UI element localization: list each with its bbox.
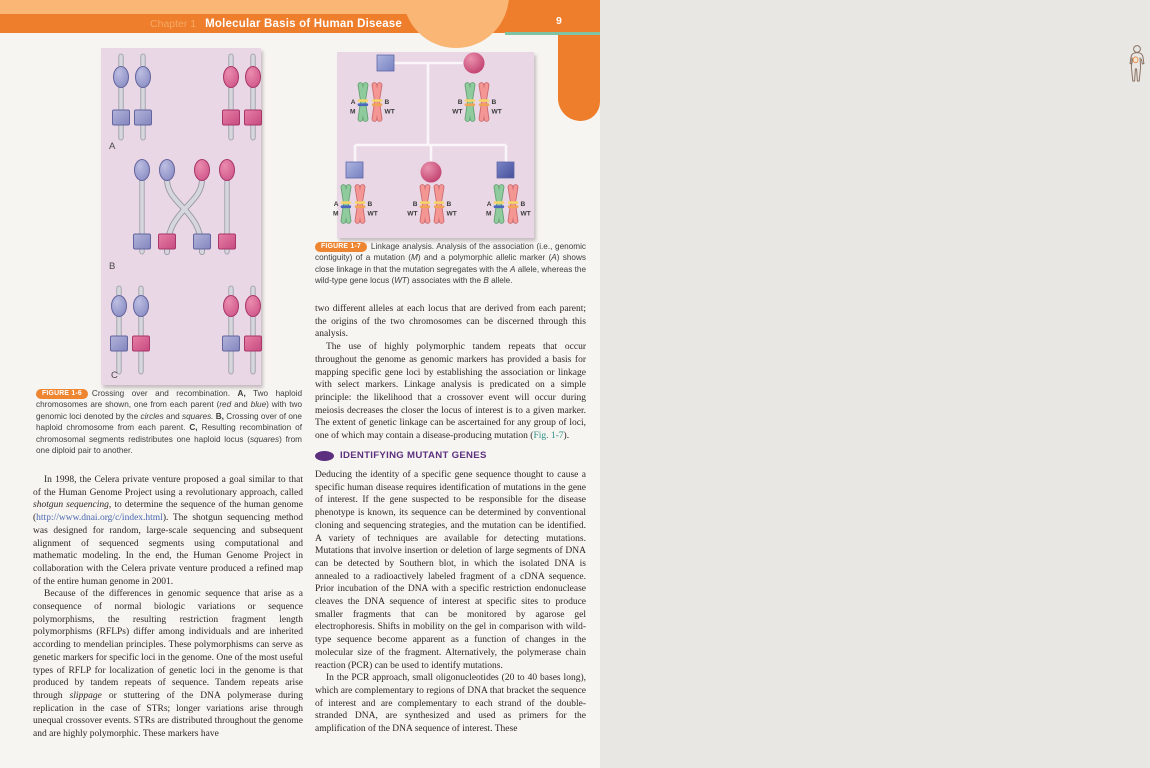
crossing-over-diagram [101, 48, 261, 385]
teal-accent-line [505, 32, 600, 35]
figure-1-6-caption [36, 388, 302, 456]
paragraph [315, 303, 586, 341]
header-decorative-bump [403, 0, 509, 48]
allele-label: WT [452, 108, 463, 116]
recombinant-pairs-C [111, 286, 262, 381]
text-segment: ) and a polymorphic allelic marker ( [417, 253, 552, 263]
text-segment: Deducing the identity of a specific gene sequence thought to cause a specific human disease requires identification of mutations in the gene of interest. If the gene suspected to be responsible for the disease phenotype is known, its sequence can be determined by conventional cloning and sequencing strategies, and the mutation can be identified. A variety of techniques are available for detecting mutations. Mutations that involve insertion or deletion of large segments of DNA can be detected by Southern blot, in which the isolated DNA is annealed to a radioactively labeled fragment of a cDNA sequence. Prior incubation of the DNA with a specific restriction endonuclease cleaves the DNA sequence of interest at specific sites to produce smaller fragments that can be monitored by agarose gel electrophoresis. Shifts in mobility on the gel in comparison with wild-type sequence become apparent as a function of changes in the molecular size of the fragment. Alternatively, the polymerase chain reaction (PCR) can be used to identify mutations. [315, 470, 586, 671]
figure-1-7-caption [315, 241, 586, 287]
chapter-title-bar [0, 14, 402, 33]
text-segment: ). [563, 431, 570, 442]
text-segment: ) associates with the [406, 276, 484, 286]
paragraph [315, 469, 586, 672]
section-heading [315, 450, 487, 461]
text-segment: ) with two genomic loci denoted by the [36, 400, 302, 421]
text-segment: B [483, 276, 489, 286]
text-segment: A, [237, 389, 246, 398]
paragraph [315, 672, 586, 736]
text-segment: ) shows close linkage in that the mutation segregates with the [315, 253, 586, 274]
allele-label: A [350, 99, 356, 106]
figure-1-7-badge: FIGURE 1-7 [315, 242, 367, 253]
allele-label: WT [491, 108, 502, 116]
section-heading-text: IDENTIFYING MUTANT GENES [340, 450, 487, 461]
text-segment: red [219, 400, 232, 410]
text-segment: squares. [182, 411, 214, 421]
text-segment: The use of highly polymorphic tandem repeats that occur throughout the genome as genomic markers has provided a basis for mapping specific gene loci by establishing the association or linkage with select markers. Linkage analysis is predicated on a simple principle: the likelihood that a crossover event will occur during meiosis decreases the closer the locus of interest is to a given marker. The extent of genetic linkage can be ascertained for any group of loci, one of which may contain a disease-producing mutation ( [315, 342, 586, 442]
page-title: Molecular Basis of Human Disease [205, 17, 402, 30]
panel-label-b: B [109, 261, 116, 272]
panel-label-c: C [111, 370, 118, 381]
page-number: 9 [556, 15, 562, 27]
text-segment: Because of the differences in genomic sequence that arise as a consequence of normal biologic variations or sequence polymorphisms, the resulting restriction fragment length polymorphisms (RFLPs) differ among individuals and are inherited according to mendelian principles. These polymorphisms can serve as genetic markers for specific loci in the genome. One of the most useful types of RFLP for localization of genetic loci in the genome is that produced by tandem repeats of sequence. Tandem repeats arise through [33, 589, 303, 701]
child1-genotype [333, 187, 378, 221]
figure-1-6-caption-text [36, 389, 302, 455]
text-segment: Linkage analysis. Analysis of the association (i.e., genomic contiguity) of a mutation ( [315, 242, 586, 263]
allele-label: B [491, 99, 497, 106]
text-segment: circles [140, 411, 164, 421]
paragraph [33, 474, 303, 588]
right-column-text-bottom [315, 469, 586, 736]
text-segment: A [551, 253, 557, 263]
allele-label: WT [384, 108, 395, 116]
section-bullet-oval [315, 451, 334, 461]
text-segment: or stuttering of the DNA polymerase during replication in the case of STRs; longer variations arise through unequal crossover events. STRs are distributed throughout the genome and are highly polymorphic. These markers have [33, 690, 303, 740]
allele-label: B [412, 201, 418, 208]
right-column-text-top [315, 303, 586, 443]
text-segment: In the PCR approach, small oligonucleotides (20 to 40 bases long), which are complementary to regions of DNA that bracket the sequence of interest and are complementary to each strand of the double-stranded DNA, are synthesized and used as primers for the amplification of the DNA sequence of interest. These [315, 673, 586, 735]
text-segment: ) from one diploid pair to another. [36, 434, 302, 456]
text-segment: B, [215, 411, 224, 421]
figure-reference[interactable]: Fig. 1-7 [533, 431, 564, 442]
chapter-side-tab [558, 0, 600, 121]
text-segment: shotgun sequencing, [33, 500, 112, 511]
allele-label: B [384, 99, 390, 106]
child2-genotype [407, 187, 457, 221]
child3-genotype [486, 187, 531, 221]
child1-square [346, 162, 363, 178]
text-segment: ). The shotgun sequencing method was designed for random, large-scale sequencing and subsequent alignment of sequenced segments using computational and mathematic modeling. In the end, the Human Genome Project in collaboration with the Celera private venture produced a refined map of the entire human genome in 2001. [33, 513, 303, 587]
allele-label: A [333, 201, 339, 208]
text-segment: Crossing over of one haploid chromosome from each parent. [36, 411, 302, 433]
paragraph [33, 588, 303, 740]
panel-label-a: A [109, 141, 116, 152]
allele-label: B [457, 99, 463, 106]
figure-1-6-panel [101, 48, 261, 385]
chapter-label: Chapter 1 [150, 17, 197, 30]
allele-label: B [367, 201, 373, 208]
text-segment: squares [249, 434, 280, 444]
text-segment: allele. [488, 276, 513, 286]
allele-label: M [333, 210, 339, 218]
text-segment: WT [394, 276, 407, 286]
text-segment: two different alleles at each locus that are derived from each parent; the origins of the two chromosomes can be discerned through this analysis. [315, 304, 586, 340]
child2-circle [421, 162, 442, 183]
figure-1-6-badge: FIGURE 1-6 [36, 389, 88, 400]
text-segment: C, [189, 423, 198, 433]
allele-label: B [446, 201, 452, 208]
text-segment: allele, whereas the wild-type gene locus ( [315, 264, 586, 286]
figure-1-7-panel [333, 52, 534, 238]
text-segment: In 1998, the Celera private venture proposed a goal similar to that of the Human Genome Project using a revolutionary approach, called [33, 475, 303, 498]
allele-label: WT [520, 210, 531, 218]
allele-label: B [520, 201, 526, 208]
text-segment: Resulting recombination of chromosomal segments redistributes one haploid locus ( [36, 423, 302, 444]
text-segment: A [509, 264, 516, 274]
child3-square [497, 162, 514, 178]
text-segment: to determine the sequence of the human genome ( [33, 500, 303, 524]
text-segment: Two haploid chromosomes are shown, one from each parent ( [36, 389, 302, 410]
father-square [377, 55, 394, 71]
allele-label: WT [446, 210, 457, 218]
allele-label: M [486, 210, 492, 218]
paragraph [315, 341, 586, 443]
text-segment: blue [250, 400, 267, 410]
father-genotype [350, 85, 395, 119]
linkage-pedigree-diagram [333, 52, 534, 238]
text-segment: slippage [69, 690, 102, 701]
parental-chromosome-pairs-A [109, 54, 262, 152]
text-segment: and [231, 400, 251, 410]
allele-label: A [486, 201, 492, 208]
text-segment: and [163, 411, 183, 421]
allele-label: WT [407, 210, 418, 218]
mother-circle [464, 53, 485, 74]
text-segment: Crossing over and recombination. [91, 389, 238, 398]
left-column-text [33, 474, 303, 741]
mother-genotype [452, 85, 502, 119]
human-body-icon [1124, 44, 1150, 90]
crossing-over-B [109, 160, 236, 273]
text-segment: M [410, 253, 418, 263]
allele-label: WT [367, 210, 378, 218]
allele-label: M [350, 108, 356, 116]
hyperlink[interactable]: http://www.dnai.org/c/index.html [36, 513, 163, 524]
